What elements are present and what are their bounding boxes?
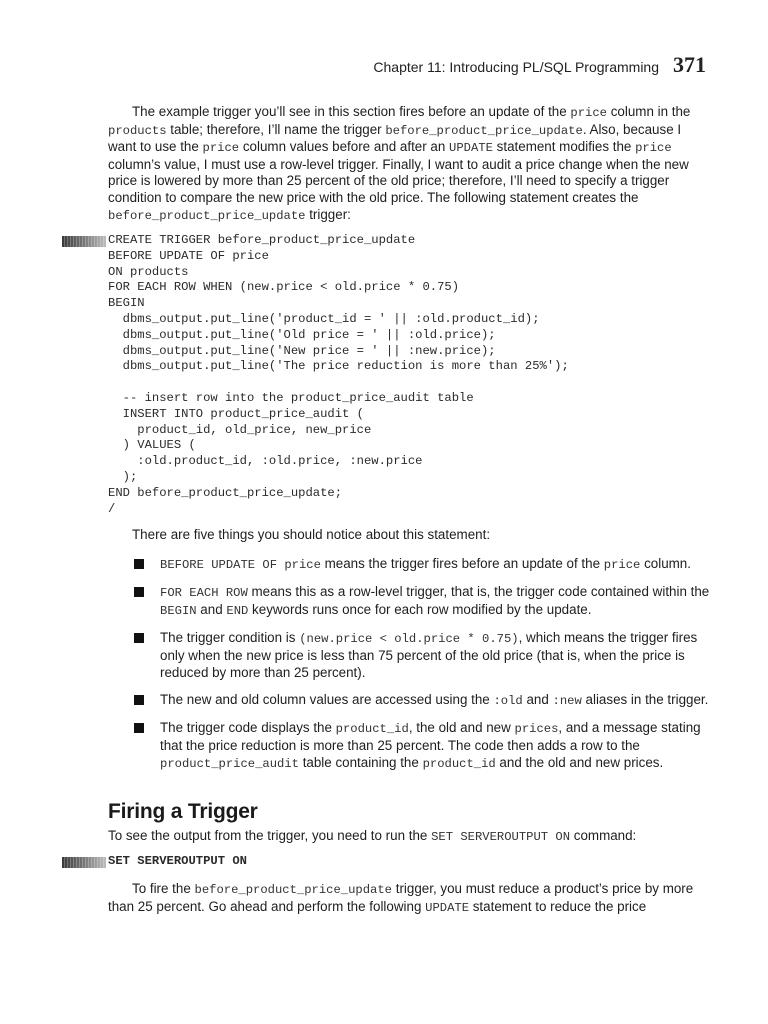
square-bullet-icon — [134, 695, 144, 705]
inline-code: END — [226, 603, 249, 618]
square-bullet-icon — [134, 587, 144, 597]
list-item — [132, 584, 712, 619]
section-heading: Firing a Trigger — [108, 800, 258, 823]
inline-code: BEFORE UPDATE OF price — [160, 558, 321, 572]
inline-code: SET SERVEROUTPUT ON — [431, 830, 571, 844]
text-run: The trigger code displays the — [160, 720, 336, 736]
text-run: , which means the trigger fires only when the new price is less than 75 percent of the old price (that is, when the price is reduced by more than 25 percent). — [160, 630, 698, 680]
inline-code: product_id — [335, 722, 409, 737]
square-bullet-icon — [134, 559, 144, 569]
code-marker-bar — [62, 236, 106, 247]
text-run: . Also, because I want to use the — [108, 121, 682, 155]
section-paragraph — [108, 828, 706, 846]
inline-code: product_id — [422, 756, 496, 771]
inline-code: :old — [493, 693, 523, 708]
text-run: column values before and after an — [239, 139, 450, 155]
inline-code: before_product_price_update — [385, 123, 583, 138]
chapter-title: Chapter 11: Introducing PL/SQL Programming — [373, 59, 659, 75]
inline-code: products — [108, 123, 167, 138]
notice-intro: There are five things you should notice about this statement: — [132, 527, 491, 542]
inline-code: UPDATE — [449, 141, 493, 156]
inline-code: before_product_price_update — [194, 883, 393, 897]
list-item — [132, 630, 712, 681]
square-bullet-icon — [134, 633, 144, 643]
inline-code: (new.price < old.price * 0.75) — [299, 632, 519, 647]
list-item — [132, 556, 712, 574]
code-marker-bar — [62, 857, 106, 868]
text-run: means the trigger fires before an update of the — [320, 556, 604, 571]
text-run: keywords runs once for each row modified by the update. — [248, 601, 592, 617]
text-run: and the old and new prices. — [495, 754, 664, 770]
text-run: and — [522, 691, 553, 707]
closing-paragraph — [108, 881, 706, 916]
text-run: column’s value, I must use a row-level trigger. Finally, I want to audit a price change when the new price is lowered by more than 25 percent of the old price; therefore, I’ll need to specify a trigger condition to compare the new price with the old price. The following statement creates the — [108, 156, 689, 205]
text-run: trigger: — [305, 206, 351, 222]
text-run: The new and old column values are accessed using the — [160, 691, 494, 707]
inline-code: prices — [514, 722, 559, 737]
inline-code: price — [603, 558, 641, 572]
text-run: means this as a row-level trigger, that is, the trigger code contained within the — [247, 584, 710, 600]
text-run: , and a message stating that the price reduction is more than 25 percent. The code then adds a row to the — [160, 720, 701, 753]
text-run: aliases in the trigger. — [581, 691, 709, 707]
inline-code: FOR EACH ROW — [160, 586, 248, 601]
square-bullet-icon — [134, 723, 144, 733]
text-run: table containing the — [298, 754, 423, 770]
intro-paragraph — [108, 104, 706, 224]
text-run: trigger, you must reduce a product’s price by more than 25 percent. Go ahead and perform the following — [108, 881, 694, 914]
running-head — [373, 52, 706, 78]
inline-code: product_price_audit — [160, 756, 299, 771]
list-item — [132, 692, 712, 710]
page-number: 371 — [673, 52, 706, 77]
text-run: , the old and new — [408, 720, 515, 736]
inline-code: price — [202, 141, 240, 156]
inline-code: BEGIN — [160, 603, 197, 618]
text-run: column. — [640, 556, 691, 571]
create-trigger-code: CREATE TRIGGER before_product_price_update BEFORE UPDATE OF price ON products FOR EACH ROW WHEN (new.price < old.price * 0.75) BEGIN dbms_output.put_line('product_id = ' || :old.product_id); dbms_output.put_line('Old price = ' || :old.price); dbms_output.put_line('New price = ' || :new.price); dbms_output.put_line('The price reduction is more than 25%'); -- insert row into the product_price_audit table INSERT INTO product_price_audit ( product_id, old_price, new_price ) VALUES ( :old.product_id, :old.price, :new.price ); END before_product_price_update; / — [108, 233, 569, 516]
text-run: command: — [570, 828, 637, 843]
text-run: To see the output from the trigger, you need to run the — [108, 828, 432, 843]
inline-code: UPDATE — [425, 900, 470, 915]
inline-code: :new — [552, 693, 582, 708]
inline-code: before_product_price_update — [108, 208, 306, 223]
inline-code: price — [570, 106, 607, 120]
text-run: and — [196, 601, 227, 617]
text-run: column in the — [607, 104, 691, 119]
list-item — [132, 720, 712, 772]
text-run: The example trigger you’ll see in this section fires before an update of the — [132, 104, 571, 119]
notice-list — [132, 556, 712, 783]
text-run: The trigger condition is — [160, 630, 300, 646]
text-run: statement to reduce the price — [469, 898, 647, 914]
text-run: statement modifies the — [492, 139, 636, 155]
text-run: table; therefore, I’ll name the trigger — [166, 121, 386, 137]
serveroutput-code: SET SERVEROUTPUT ON — [108, 854, 247, 868]
text-run: To fire the — [132, 881, 195, 896]
inline-code: price — [635, 141, 672, 156]
